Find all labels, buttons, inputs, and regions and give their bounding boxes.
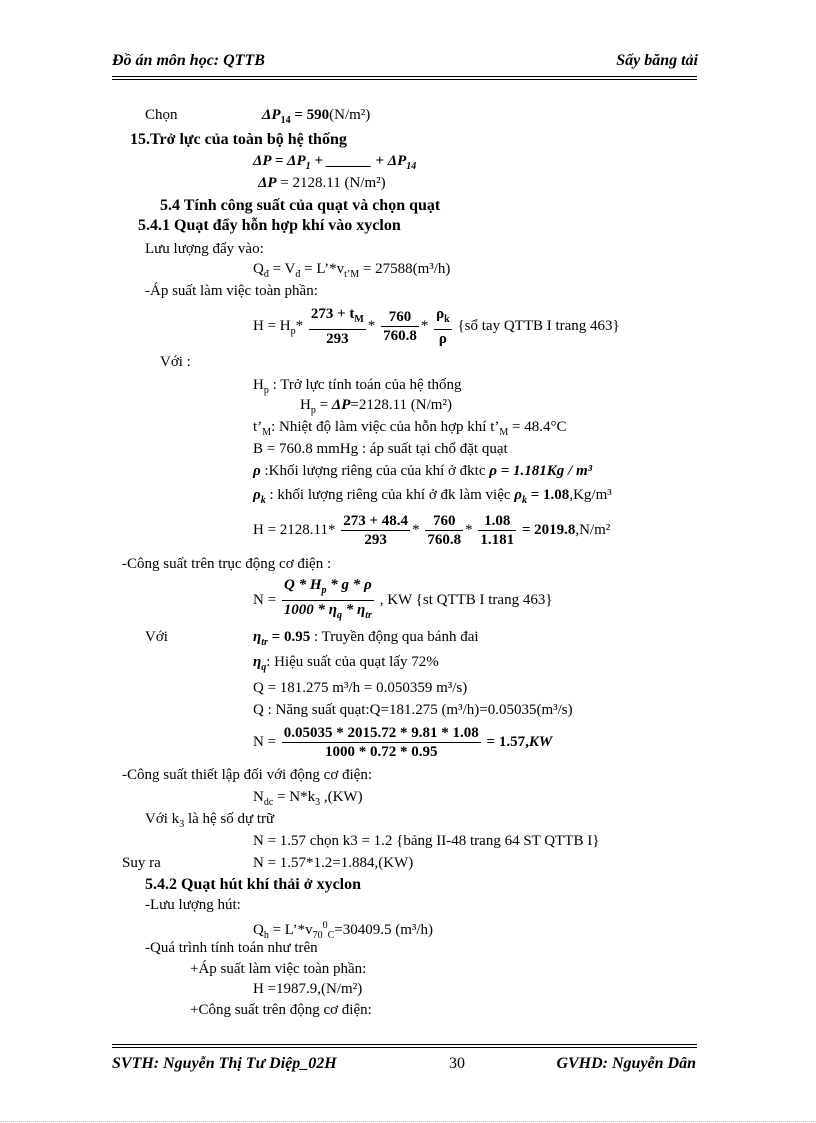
- rho-definition: [253, 462, 592, 480]
- cong-suat-2: +Công suất trên động cơ điện:: [190, 1002, 372, 1018]
- b-definition: B = 760.8 mmHg : áp suất tại chổ đặt quạt: [253, 441, 508, 457]
- page-edge-dots: [0, 1121, 816, 1122]
- h-formula: $H = H_p*$ $\frac{273 + t_M}{293}$ * $\frac{760}{760.8}$ * $\frac{\rho_k}{\rho}$ {sổ tay QTTB I trang 463}: [253, 306, 620, 347]
- section-5-4-title: 5.4 Tính công suất của quạt và chọn quạt: [160, 197, 441, 214]
- qh-sub: h: [263, 930, 269, 941]
- n-den-sub1: q: [337, 610, 343, 621]
- dp-sum-sub1: 1: [305, 161, 311, 172]
- eta-tr-val: = 0.95: [267, 629, 311, 645]
- h-ref: {sổ tay QTTB I trang 463}: [457, 317, 620, 334]
- footer-left: SVTH: Nguyễn Thị Tư Diệp_02H: [112, 1055, 337, 1072]
- rho-val: ρ = 1.181Kg / m³: [489, 463, 593, 479]
- qd-equation: [253, 260, 450, 284]
- tm-a: t’: [253, 419, 263, 435]
- dp-total: [258, 174, 386, 192]
- k3-sub: 3: [179, 819, 185, 830]
- n-chon: N = 1.57 chọn k3 = 1.2 {bảng II-48 trang 64 ST QTTB I}: [253, 833, 600, 849]
- qh-sub2: 70: [312, 930, 323, 941]
- hp-val-a: =: [315, 397, 332, 413]
- h2-frac-density: [478, 512, 516, 549]
- page-number: 30: [449, 1055, 465, 1072]
- eta-q-sub: q: [261, 662, 267, 673]
- eta-q-text: : Hiệu suất của quạt lấy 72%: [266, 654, 439, 670]
- h-sub-p: p: [290, 325, 296, 337]
- h2-f3-num: 1.08: [478, 512, 516, 531]
- chon-label: Chọn: [145, 107, 178, 123]
- n-formula: [253, 576, 553, 625]
- n-computed: [253, 722, 552, 762]
- h2-pre: H = 2128.11*: [253, 522, 336, 538]
- header-rule-double: [112, 79, 697, 80]
- ndc-b: = N*k: [273, 789, 316, 805]
- k3-a: Với k: [145, 811, 180, 827]
- h-value-2: H =1987.9,(N/m²): [253, 981, 363, 997]
- qua-trinh: -Quá trình tính toán như trên: [145, 940, 318, 956]
- h2-f3-den: 1.181: [480, 532, 515, 549]
- hp-def-sym: H: [253, 377, 264, 393]
- k3-definition: [145, 810, 274, 834]
- footer-rule: [112, 1044, 697, 1045]
- rhok-text: : khối lượng riêng của khí ở đk làm việc: [265, 487, 515, 503]
- h-frac1-num: 273 + t: [310, 306, 355, 322]
- h-frac3-num: ρ: [436, 306, 445, 322]
- hp-val-sub: p: [310, 405, 316, 416]
- luu-luong-day: Lưu lượng đẩy vào:: [145, 241, 264, 257]
- voi-2: Với: [145, 629, 168, 645]
- ndc-sub: dc: [263, 797, 274, 808]
- q-definition: Q : Năng suất quạt:Q=181.275 (m³/h)=0.05035(m³/s): [253, 702, 573, 718]
- dp-sum-part-a: ΔP = ΔP: [253, 153, 306, 169]
- section-5-4-2-title: 5.4.2 Quạt hút khí thải ở xyclon: [145, 876, 362, 893]
- rhok-unit: ,Kg/m³: [569, 487, 612, 503]
- h2-f1-num: 273 + 48.4: [343, 513, 409, 530]
- hp-val-sym: H: [300, 397, 311, 413]
- n-frac: [282, 576, 374, 625]
- h-frac-temp: [309, 305, 366, 348]
- n2-unit: KW: [528, 734, 553, 750]
- luu-luong-hut: -Lưu lượng hút:: [145, 897, 241, 913]
- tm-definition: [253, 418, 567, 442]
- h-frac-density: [434, 305, 452, 348]
- h-frac2-num: 760: [381, 308, 419, 327]
- ndc-a: N: [253, 789, 264, 805]
- dp14-eq: [262, 106, 370, 130]
- eta-tr-definition: [253, 628, 479, 652]
- h2-frac-temp: [341, 512, 410, 549]
- ap-suat-lam-viec: -Áp suất làm việc toàn phần:: [145, 283, 318, 299]
- eta-tr-sym: η: [253, 629, 262, 645]
- h-frac3-num-sub: k: [444, 314, 450, 325]
- qh-sub3: C: [327, 930, 335, 941]
- dp-sum-eq: [253, 152, 416, 176]
- qh-b: = L’*v: [268, 922, 313, 938]
- qh-sup: 0: [322, 920, 328, 931]
- footer-rule-double: [112, 1047, 697, 1048]
- eta-tr-text: : Truyền động qua bánh đai: [310, 629, 479, 645]
- header-rule: [112, 76, 697, 77]
- ndc-c: ,(KW): [320, 789, 363, 805]
- h2-frac-pressure: [425, 512, 463, 549]
- dp14-unit: (N/m²): [329, 107, 371, 123]
- n-den: 1000 * η: [283, 602, 338, 618]
- footer-right: GVHD: Nguyễn Dân: [556, 1055, 696, 1072]
- dp14-val: = 590: [294, 107, 330, 123]
- dp14-sub: 14: [280, 115, 291, 126]
- h-frac1-den: 293: [326, 331, 349, 347]
- n2-result: = 1.57,: [486, 734, 529, 750]
- section-15-title: 15.Trở lực của toàn bộ hệ thống: [130, 131, 347, 148]
- n-final: N = 1.57*1.2=1.884,(KW): [253, 855, 414, 871]
- ndc-equation: [253, 788, 363, 812]
- rhok-val-sym: ρ: [514, 487, 522, 503]
- h2-result: = 2019.8: [521, 522, 576, 538]
- hp-def-sub: p: [263, 385, 269, 396]
- h2-unit: ,N/m²: [575, 522, 611, 538]
- rhok-sym: ρ: [253, 487, 261, 503]
- qh-a: Q: [253, 922, 264, 938]
- tm-b: : Nhiệt độ làm việc của hỗn hợp khí t’: [271, 419, 500, 435]
- n-pre: N =: [253, 591, 280, 608]
- qd-part3: = L’*v: [300, 261, 345, 277]
- n2-frac: [282, 724, 481, 761]
- qh-c: =30409.5 (m³/h): [334, 922, 434, 938]
- n2-den: 1000 * 0.72 * 0.95: [325, 744, 438, 761]
- h2-f2-den: 760.8: [427, 532, 462, 549]
- cong-suat-truc: -Công suất trên trục động cơ điện :: [122, 556, 332, 572]
- h-computed: H = 2128.11* $\frac{273 + 48.4}{293}$ * $\frac{760}{760.8}$ * $\frac{1.08}{1.181}$ = 2019.8,N/m²: [253, 513, 611, 549]
- n2-pre: N =: [253, 734, 280, 750]
- chon-line: [145, 106, 178, 124]
- qd-part1: Q: [253, 261, 264, 277]
- eta-q-definition: [253, 653, 439, 677]
- n-num: Q * H: [284, 577, 322, 593]
- rhok-sub: k: [260, 495, 266, 506]
- tm-sub: M: [262, 427, 272, 438]
- n2-num: 0.05035 * 2015.72 * 9.81 * 1.08: [283, 725, 479, 742]
- h-frac2-den: 760.8: [383, 328, 417, 344]
- n-ref: , KW {st QTTB I trang 463}: [379, 591, 553, 608]
- eta-tr-sub: tr: [261, 637, 268, 648]
- header-left: Đồ án môn học: QTTB: [112, 52, 265, 69]
- q-value: Q = 181.275 m³/h = 0.050359 m³/s): [253, 680, 468, 696]
- tm-sub2: M: [499, 427, 509, 438]
- rhok-val-sub: k: [522, 495, 527, 506]
- section-5-4-1-title: 5.4.1 Quạt đẩy hỗn hợp khí vào xyclon: [138, 217, 401, 234]
- ndc-sub2: 3: [315, 797, 321, 808]
- cong-suat-thiet-lap: -Công suất thiết lập đối với động cơ điện:: [122, 767, 372, 783]
- h2-f2-num: 760: [425, 512, 463, 531]
- qd-sub: đ: [263, 269, 269, 280]
- hp-def-text: : Trở lực tính toán của hệ thống: [268, 377, 462, 393]
- vt-sub: t’M: [344, 269, 360, 280]
- voi-1: Với :: [160, 354, 191, 370]
- h-frac3-den: ρ: [438, 331, 447, 347]
- dp-total-sym: ΔP: [258, 175, 277, 191]
- rho-sym: ρ: [253, 463, 261, 479]
- h-frac-pressure: [381, 308, 419, 345]
- n-num-2: * g * ρ: [326, 577, 372, 593]
- n-num-sub: p: [321, 585, 327, 596]
- ap-suat-2: +Áp suất làm việc toàn phần:: [190, 961, 367, 977]
- rho-text: :Khối lượng riêng của của khí ở đktc: [260, 463, 490, 479]
- dp-sum-part-b: + ______ + ΔP: [310, 153, 407, 169]
- rhok-val: = 1.08: [527, 487, 570, 503]
- h-pre: H = H: [253, 317, 291, 334]
- eta-q-sym: η: [253, 654, 262, 670]
- n-den-2: * η: [342, 602, 366, 618]
- h2-f1-den: 293: [364, 532, 387, 549]
- rhok-definition: [253, 486, 612, 510]
- k3-b: là hệ số dự trữ: [184, 811, 275, 827]
- tm-c: = 48.4°C: [508, 419, 567, 435]
- vd-sub: đ: [295, 269, 301, 280]
- qd-part4: = 27588(m³/h): [359, 261, 451, 277]
- dp-total-val: = 2128.11 (N/m²): [280, 175, 386, 191]
- hp-val-b: =2128.11 (N/m²): [350, 397, 452, 413]
- dp14-sym: ΔP: [262, 107, 281, 123]
- suy-ra-label: Suy ra: [122, 855, 161, 871]
- dp-sum-sub14: 14: [406, 161, 417, 172]
- header-right: Sấy băng tải: [616, 52, 698, 69]
- hp-val-dp: ΔP: [331, 397, 351, 413]
- hp-value: [300, 396, 452, 420]
- qd-part2: = V: [268, 261, 296, 277]
- n-den-sub2: tr: [365, 610, 372, 621]
- h-frac1-num-sub: M: [354, 314, 364, 325]
